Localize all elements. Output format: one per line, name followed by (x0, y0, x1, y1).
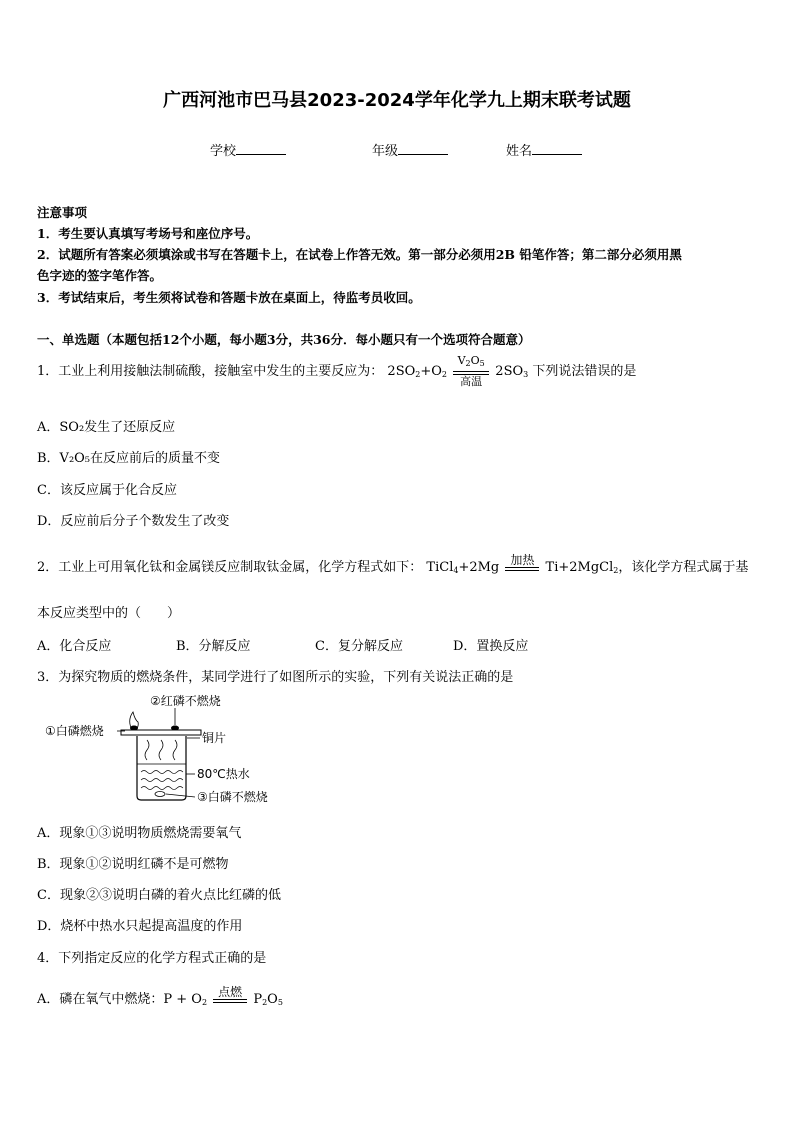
q1-eq-left2: +O (420, 364, 442, 379)
question-3: 3．为探究物质的燃烧条件，某同学进行了如图所示的实验，下列有关说法正确的是 (37, 670, 514, 685)
school-field (210, 140, 286, 159)
steam-lines (145, 740, 177, 760)
q1-option-b: B．V₂O₅在反应前后的质量不变 (37, 451, 221, 466)
name-label: 姓名 (506, 144, 533, 159)
page-title: 广西河池市巴马县2023-2024学年化学九上期末联考试题 (163, 90, 631, 111)
q1-cond-o: O (470, 354, 480, 367)
q2-option-a: A．化合反应 (37, 639, 112, 654)
q2-condition (505, 553, 539, 571)
leader-white-3 (166, 794, 195, 797)
q2-eq-mid: +2Mg (458, 560, 500, 575)
q1-cond-v: V (457, 354, 466, 367)
fig-label-red-phosphorus: ②红磷不燃烧 (150, 694, 221, 708)
q4-condition (213, 985, 247, 1003)
q1-stem: 1．工业上利用接触法制硫酸，接触室中发生的主要反应为： (37, 364, 384, 379)
notice-item-2: 2．试题所有答案必须填涂或书写在答题卡上，在试卷上作答无效。第一部分必须用2B 铅笔作答；第二部分必须用黑 (37, 247, 682, 262)
school-blank (236, 142, 286, 155)
q2-eq-right: Ti+2MgCl (545, 560, 614, 575)
q2-eq-left: TiCl (426, 560, 454, 575)
question-1 (37, 354, 636, 389)
q2-line2: 本反应类型中的（ ） (37, 606, 181, 621)
q1-condition: $\frac{V_2O_5}{\text{高温}}$ (453, 354, 489, 389)
q1-option-d: D．反应前后分子个数发生了改变 (37, 514, 230, 529)
notice-item-2b: 色字迹的签字笔作答。 (37, 268, 163, 283)
fig-label-white-phosphorus-1: ①白磷燃烧 (45, 724, 104, 738)
q2-option-b: B．分解反应 (176, 639, 251, 654)
q3-option-b: B．现象①②说明红磷不是可燃物 (37, 857, 229, 872)
white-phosphorus-1 (130, 726, 138, 731)
q3-option-d: D．烧杯中热水只起提高温度的作用 (37, 919, 243, 934)
beaker (137, 736, 186, 800)
q4-a-right: P (253, 992, 263, 1007)
q1-eq-left: 2SO (387, 364, 416, 379)
q2-tail: ，该化学方程式属于基 (618, 560, 749, 575)
experiment-figure (45, 690, 305, 810)
name-field (506, 140, 582, 159)
q3-option-c: C．现象②③说明白磷的着火点比红磷的低 (37, 888, 281, 903)
section-heading: 一、单选题（本题包括12个小题，每小题3分，共36分．每小题只有一个选项符合题意） (37, 332, 531, 347)
q4-cond-label: 点燃 (218, 984, 243, 999)
q1-option-c: C．该反应属于化合反应 (37, 483, 177, 498)
q2-option-d: D．置换反应 (453, 639, 529, 654)
q1-option-a: A．SO₂发生了还原反应 (37, 420, 176, 435)
q2-stem: 2．工业上可用氧化钛和金属镁反应制取钛金属，化学方程式如下： (37, 560, 423, 575)
grade-label: 年级 (372, 144, 399, 159)
grade-field (372, 140, 448, 159)
water-waves (141, 771, 183, 790)
name-blank (532, 142, 582, 155)
q1-cond-bottom: 高温 (460, 375, 483, 388)
q2-cond-label: 加热 (510, 552, 535, 567)
notice-item-1: 1．考生要认真填写考场号和座位序号。 (37, 226, 259, 241)
school-label: 学校 (210, 144, 237, 159)
q3-option-a: A．现象①③说明物质燃烧需要氧气 (37, 826, 242, 841)
grade-blank (398, 142, 448, 155)
q4-a-right2: O (267, 992, 278, 1007)
q1-tail: 下列说法错误的是 (532, 364, 637, 379)
q4-a-left: A．磷在氧气中燃烧：P + O (37, 992, 202, 1007)
red-phosphorus (171, 726, 179, 731)
question-4: 4．下列指定反应的化学方程式正确的是 (37, 951, 267, 966)
q1-eq-right: 2SO (495, 364, 524, 379)
q4-option-a: A．磷在氧气中燃烧：$P + O_2$ 点燃 $P_2O_5$ (37, 984, 283, 1007)
fig-label-copper: 铜片 (202, 731, 227, 745)
white-phosphorus-3 (155, 792, 165, 797)
fig-label-hot-water: 80℃热水 (197, 767, 250, 781)
q2-option-c: C．复分解反应 (315, 639, 403, 654)
notice-heading: 注意事项 (37, 205, 88, 220)
notice-item-3: 3．考试结束后，考生须将试卷和答题卡放在桌面上，待监考员收回。 (37, 290, 421, 305)
fig-label-white-phosphorus-3: ③白磷不燃烧 (197, 790, 268, 804)
question-2: 2．工业上可用氧化钛和金属镁反应制取钛金属，化学方程式如下： TiCl$_4$+2Mg 加热 Ti+2MgCl$_2$，该化学方程式属于基 (37, 552, 749, 575)
q1-equation: $2SO_2+O_2$ $\frac{V_2O_5}{\text{高温}}$ $2SO_3$ (387, 354, 529, 388)
copper-plate (121, 730, 201, 735)
